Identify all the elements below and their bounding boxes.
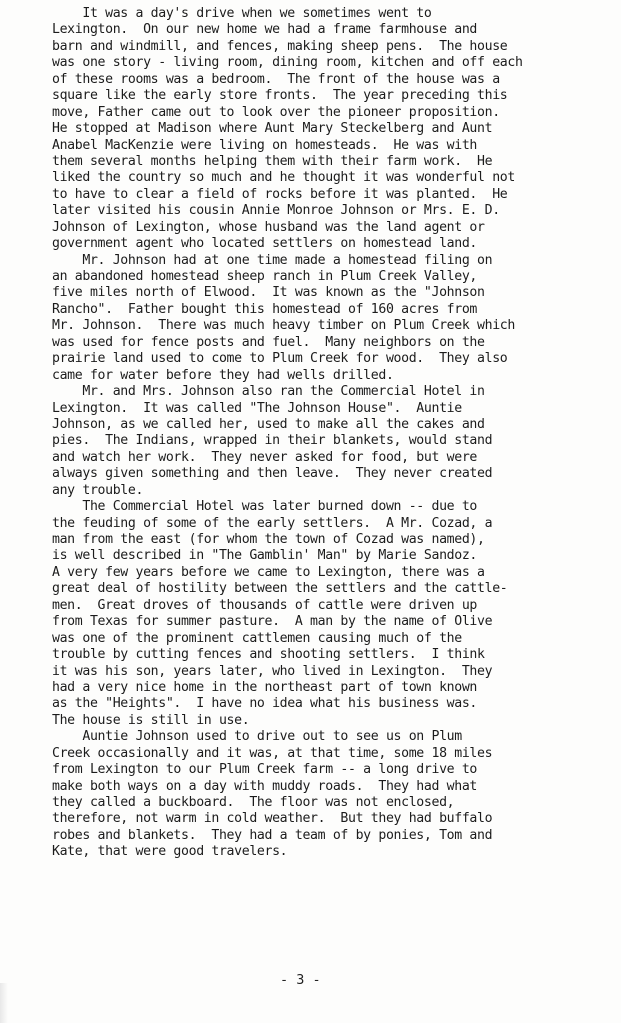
text-line: Kate, that were good travelers. <box>52 844 288 860</box>
text-line: prairie land used to come to Plum Creek for wood. They also <box>52 351 508 367</box>
text-line: Auntie Johnson used to drive out to see us on Plum <box>52 729 462 745</box>
text-line: square like the early store fronts. The year preceding this <box>52 88 508 104</box>
text-line: He stopped at Madison where Aunt Mary Steckelberg and Aunt <box>52 121 493 137</box>
text-line: and watch her work. They never asked for food, but were <box>52 449 478 465</box>
text-line: Creek occasionally and it was, at that time, some 18 miles <box>52 745 493 761</box>
text-line: was one story - living room, dining room, kitchen and off each <box>52 55 523 71</box>
text-line: men. Great droves of thousands of cattle were driven up <box>52 597 478 613</box>
text-line: always given something and then leave. They never created <box>52 466 493 482</box>
text-line: robes and blankets. They had a team of by ponies, Tom and <box>52 827 493 843</box>
text-line: Mr. and Mrs. Johnson also ran the Commercial Hotel in <box>52 384 485 400</box>
text-line: any trouble. <box>52 482 144 498</box>
text-line: as the "Heights". I have no idea what his business was. <box>52 696 478 712</box>
text-line: make both ways on a day with muddy roads. They had what <box>52 778 478 794</box>
text-line: an abandoned homestead sheep ranch in Plum Creek Valley, <box>52 269 478 284</box>
text-line: The house is still in use. <box>52 712 250 728</box>
text-line: Anabel MacKenzie were living on homesteads. He was with <box>52 137 478 153</box>
text-line: they called a buckboard. The floor was not enclosed, <box>52 795 455 810</box>
text-line: trouble by cutting fences and shooting settlers. I think <box>52 647 485 663</box>
text-line: from Lexington to our Plum Creek farm -- a long drive to <box>52 762 478 778</box>
text-line: the feuding of some of the early settlers. A Mr. Cozad, a <box>52 515 493 531</box>
text-line: It was a day's drive when we sometimes went to <box>52 6 432 21</box>
text-line: is well described in "The Gamblin' Man" by Marie Sandoz. <box>52 548 478 564</box>
text-line: was one of the prominent cattlemen causing much of the <box>52 630 462 646</box>
text-line: move, Father came out to look over the pioneer proposition. <box>52 104 500 120</box>
body-text <box>52 6 600 861</box>
text-line: later visited his cousin Annie Monroe Johnson or Mrs. E. D. <box>52 203 500 219</box>
text-line: government agent who located settlers on homestead land. <box>52 236 478 252</box>
scan-edge-shadow <box>0 983 8 1023</box>
text-line: Johnson, as we called her, used to make all the cakes and <box>52 416 485 432</box>
text-line: pies. The Indians, wrapped in their blankets, would stand <box>52 433 493 449</box>
text-line: therefore, not warm in cold weather. But they had buffalo <box>52 811 493 827</box>
text-line: Lexington. On our new home we had a frame farmhouse and <box>52 22 478 38</box>
text-line: Rancho". Father bought this homestead of 160 acres from <box>52 301 478 317</box>
text-line: them several months helping them with their farm work. He <box>52 153 493 169</box>
text-line: five miles north of Elwood. It was known as the "Johnson <box>52 285 485 301</box>
text-line: liked the country so much and he thought it was wonderful not <box>52 170 515 186</box>
text-line: The Commercial Hotel was later burned down -- due to <box>52 499 478 515</box>
text-line: barn and windmill, and fences, making sheep pens. The house <box>52 38 508 54</box>
page-number: - 3 - <box>280 972 321 988</box>
text-line: Johnson of Lexington, whose husband was the land agent or <box>52 219 485 235</box>
text-line: great deal of hostility between the settlers and the cattle- <box>52 581 508 597</box>
text-line: it was his son, years later, who lived in Lexington. They <box>52 663 493 679</box>
text-line: had a very nice home in the northeast part of town known <box>52 679 478 695</box>
text-line: to have to clear a field of rocks before it was planted. He <box>52 186 508 202</box>
text-line: A very few years before we came to Lexington, there was a <box>52 564 485 580</box>
text-line: Mr. Johnson. There was much heavy timber on Plum Creek which <box>52 318 515 334</box>
text-line: from Texas for summer pasture. A man by the name of Olive <box>52 614 493 630</box>
text-line: man from the east (for whom the town of Cozad was named), <box>52 532 485 547</box>
text-line: Lexington. It was called "The Johnson House". Auntie <box>52 400 462 416</box>
text-line: of these rooms was a bedroom. The front of the house was a <box>52 71 500 87</box>
text-line: came for water before they had wells drilled. <box>52 367 394 383</box>
text-line: Mr. Johnson had at one time made a homestead filing on <box>52 252 493 268</box>
text-line: was used for fence posts and fuel. Many neighbors on the <box>52 334 485 350</box>
